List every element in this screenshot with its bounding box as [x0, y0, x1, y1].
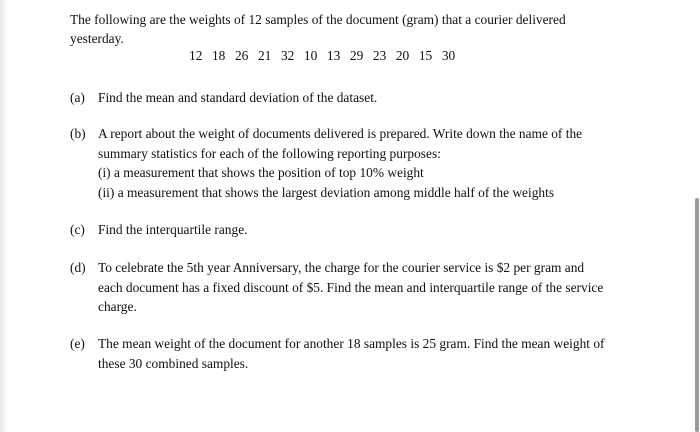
question-text: To celebrate the 5th year Anniversary, the charge for the courier service is $2 per gram and: [98, 260, 585, 275]
question-label: (a): [70, 90, 85, 105]
intro-line-2: yesterday.: [70, 31, 124, 46]
scrollbar[interactable]: [695, 198, 699, 432]
question-text: charge.: [98, 299, 137, 314]
question-label: (d): [70, 260, 86, 275]
question-a: [70, 88, 630, 108]
question-text: these 30 combined samples.: [98, 355, 249, 371]
question-text: A report about the weight of documents delivered is prepared. Write down the name of the: [98, 126, 583, 141]
question-label: (c): [70, 222, 85, 237]
data-value: 20: [395, 48, 410, 63]
question-text: each document has a fixed discount of $5. Find the mean and interquartile range of the service: [98, 279, 604, 295]
question-text: Find the interquartile range.: [98, 222, 248, 237]
data-value: 32: [280, 48, 295, 63]
question-text: Find the mean and standard deviation of the dataset.: [98, 90, 378, 105]
question-c: [70, 220, 630, 240]
data-value: 13: [326, 48, 341, 63]
intro-line-1: The following are the weights of 12 samples of the document (gram) that a courier delivered: [70, 12, 566, 27]
question-subitem-i: (i) a measurement that shows the position of top 10% weight: [98, 165, 424, 180]
data-value: 26: [234, 48, 249, 63]
data-value: 29: [349, 48, 364, 63]
data-value: 15: [418, 48, 433, 63]
question-label: (e): [70, 336, 85, 351]
question-text: summary statistics for each of the following reporting purposes:: [98, 145, 441, 161]
problem-intro: [70, 10, 630, 48]
data-value: 10: [303, 48, 318, 63]
question-label: (b): [70, 126, 86, 141]
question-e: [70, 334, 630, 373]
data-value: 30: [441, 48, 456, 63]
dataset-values: [189, 46, 465, 65]
data-value: 18: [211, 48, 226, 63]
question-b: [70, 124, 630, 202]
data-value: 12: [189, 48, 203, 63]
question-subitem-ii: (ii) a measurement that shows the largest deviation among middle half of the weights: [98, 184, 555, 200]
data-value: 21: [257, 48, 272, 63]
data-value: 23: [372, 48, 387, 63]
page-left-edge: [0, 0, 8, 432]
question-d: [70, 258, 630, 317]
question-text: The mean weight of the document for another 18 samples is 25 gram. Find the mean weight of: [98, 336, 605, 351]
